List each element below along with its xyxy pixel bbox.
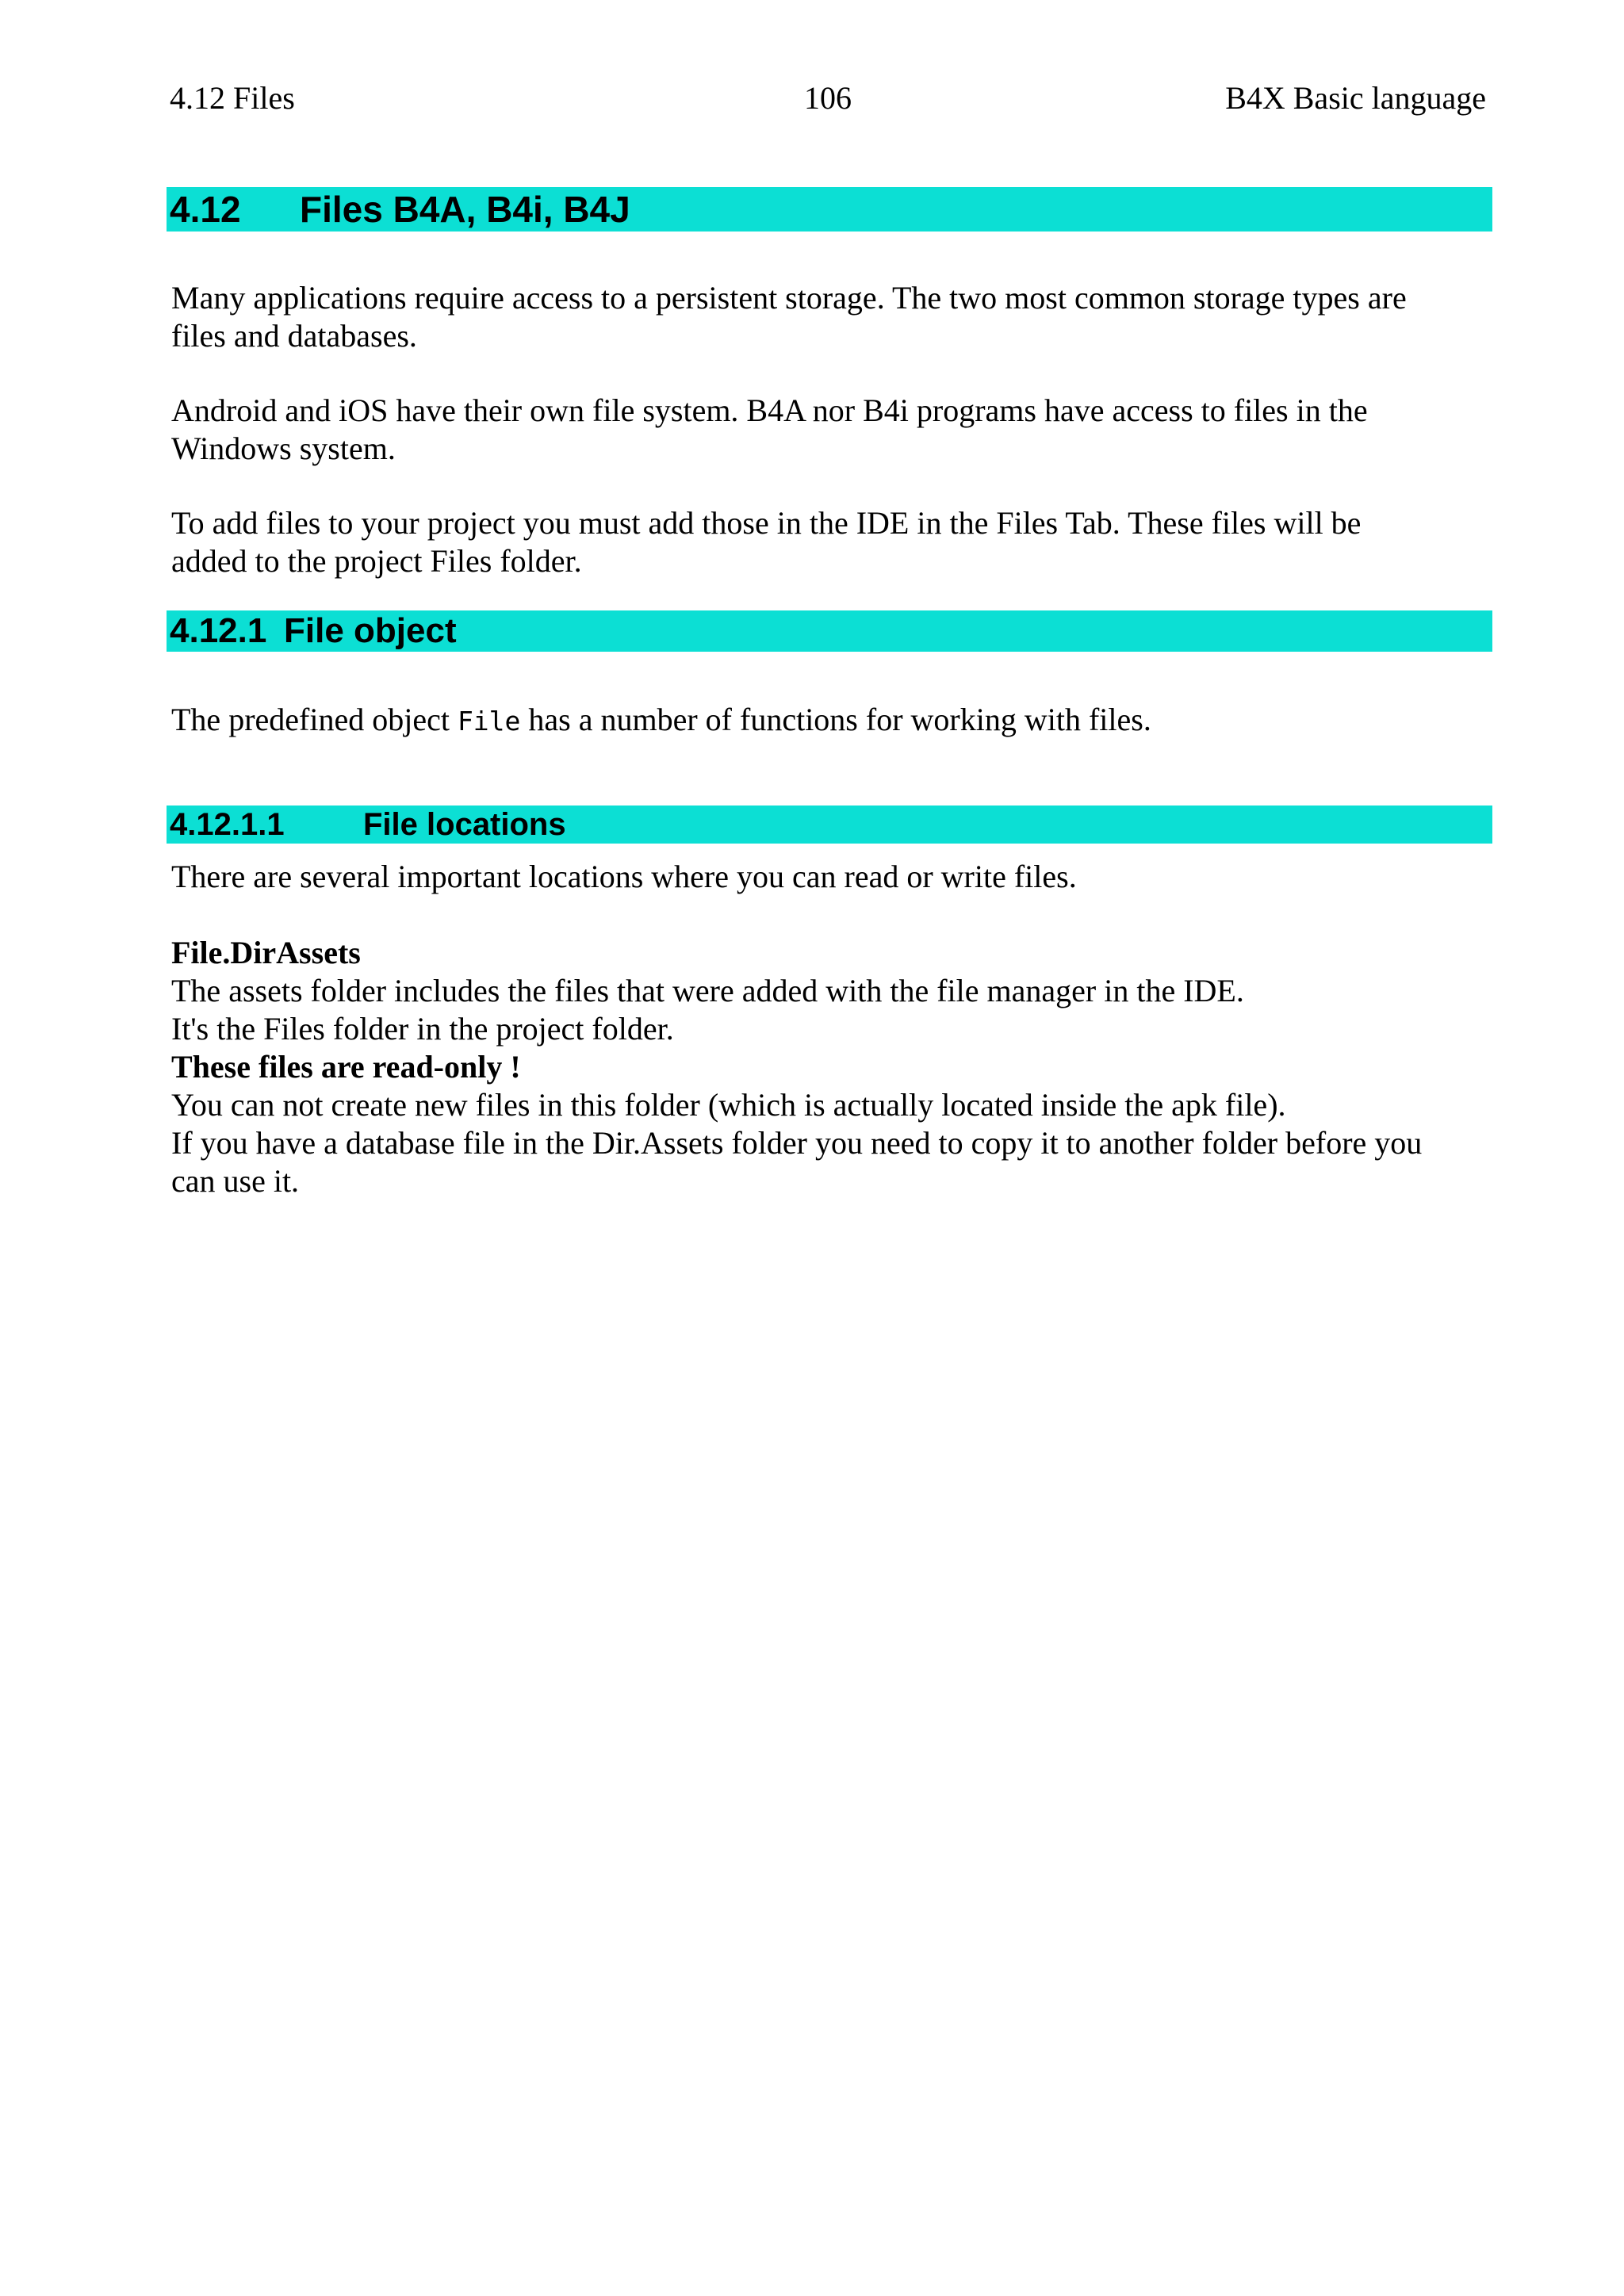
file-locations-intro: There are several important locations where you can read or write files.: [171, 859, 1077, 894]
subsection-number: 4.12.1: [170, 611, 267, 650]
section-number: 4.12: [170, 189, 241, 230]
dir-assets-block: File.DirAssets The assets folder includes the files that were added with the file manager in the IDE. It's the Files folder in the project folder. These files are read-only ! You can not create new files in this folder (which is actually located inside the apk file). If you have a database file in the Dir.Assets folder you need to copy it to another folder before you can use it.: [171, 934, 1496, 1200]
subsection-title: File object: [284, 611, 457, 650]
section-heading: [167, 187, 1492, 232]
file-code-keyword: File: [457, 706, 521, 737]
subsubsection-heading: [167, 806, 1492, 844]
section-title: Files B4A, B4i, B4J: [300, 189, 630, 230]
page-number: 106: [804, 80, 852, 116]
intro-paragraph-1: Many applications require access to a persistent storage. The two most common storage types are files and databases.: [171, 280, 1407, 354]
subsubsection-number: 4.12.1.1: [170, 807, 285, 842]
intro-paragraph-2: Android and iOS have their own file system. B4A nor B4i programs have access to files in the Windows system.: [171, 392, 1368, 466]
subsubsection-title: File locations: [363, 807, 566, 842]
intro-paragraph-3: To add files to your project you must add those in the IDE in the Files Tab. These files will be added to the project Files folder.: [171, 505, 1362, 579]
file-object-paragraph: The predefined object File has a number of functions for working with files.: [171, 702, 1151, 737]
read-only-note: These files are read-only !: [171, 1049, 521, 1085]
header-book-title: B4X Basic language: [1225, 80, 1486, 116]
header-chapter: 4.12 Files: [170, 80, 295, 116]
running-header: [170, 76, 1486, 121]
dir-assets-heading: File.DirAssets: [171, 935, 361, 970]
subsection-heading: [167, 610, 1492, 652]
